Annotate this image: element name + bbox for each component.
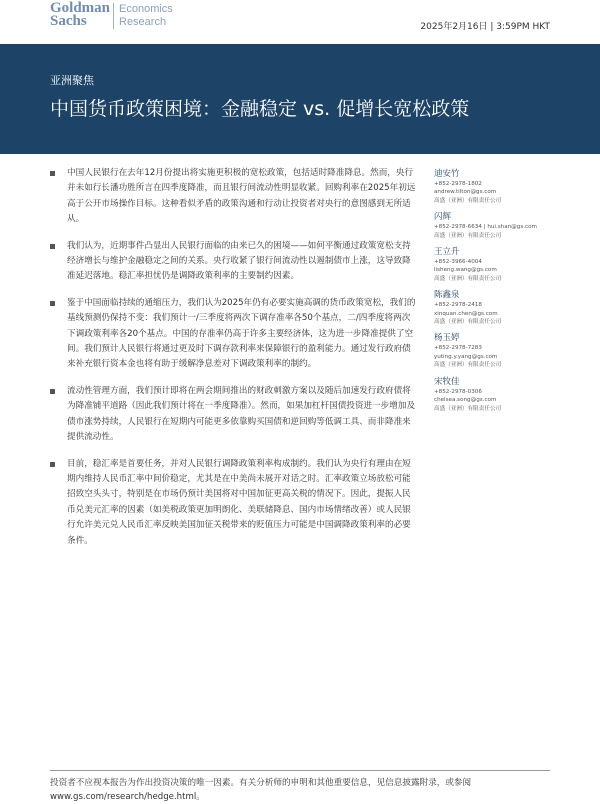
- author-email[interactable]: lisheng.wang@gs.com: [434, 267, 497, 274]
- author-phone: +852-2978-6634: [434, 224, 482, 231]
- bullet-paragraph: [50, 384, 418, 446]
- goldman-sachs-logo: [50, 2, 110, 28]
- footer-divider: [50, 770, 550, 771]
- author-name: 王立升: [434, 247, 460, 258]
- author-email[interactable]: chelsea.song@gs.com: [434, 397, 497, 404]
- bullet-paragraph: [50, 166, 418, 228]
- author-org: 高盛（亚洲）有限责任公司: [434, 319, 502, 326]
- bullet-text: 目前，稳汇率是首要任务，并对人民银行调降政策利率构成制约。我们认为央行有理由在短期内维持人民币汇率中间价稳定，尤其是在中美尚未展开对话之时。汇率政策立场放松可能招致空头头寸，特别是在市场仍预计美国将对中国加征更高关税的情况下。因此，提振人民币兑美元汇率的因素（如美税政策更加明朗化、美联储降息、国内市场情绪改善）或人民银行允许美元兑人民币汇率反映美国加征关税带来的贬值压力可能是中国调降政策利率的必要条件。: [67, 458, 411, 546]
- logo-line-1: Goldman: [50, 0, 111, 16]
- bullet-square-icon: [50, 244, 55, 249]
- author-name: 闪辉: [434, 212, 452, 223]
- author-name: 陈鑫泉: [434, 290, 460, 301]
- author-org: 高盛（亚洲）有限责任公司: [434, 197, 502, 204]
- author-phone: +852-2978-2418: [434, 302, 482, 309]
- author-email[interactable]: xinquan.chen@gs.com: [434, 310, 498, 317]
- bullet-square-icon: [50, 462, 55, 467]
- bullet-square-icon: [50, 171, 55, 176]
- author-contact: +852-2978-6634 | hui.shan@gs.com: [434, 224, 537, 231]
- logo-sub-line-2: Research: [119, 16, 167, 28]
- author-name: 迪安竹: [434, 169, 460, 179]
- logo-sub-line-1: Economics: [119, 3, 173, 15]
- bullet-text: 我们认为，近期事件凸显出人民银行面临的由来已久的困境——如何平衡通过政策宽松支持经济增长与维护金融稳定之间的关系。央行收紧了银行间流动性以遏制债市上涨，这导致降准延迟落地。稳汇率担忧仍是调降政策利率的主要制约因素。: [67, 240, 411, 282]
- report-title: 中国货币政策困境：金融稳定 vs. 促增长宽松政策: [50, 98, 470, 120]
- bullet-text: 中国人民银行在去年12月份提出将实施更积极的宽松政策，包括适时降准降息。然而，央行并未如行长潘功胜所言在四季度降准，而且银行间流动性明显收紧。回购利率在2025年初远高于公开市场操作目标。这种看似矛盾的政策沟通和行动让投资者对央行的意图感到无所适从。: [67, 168, 416, 225]
- author-card: [434, 332, 564, 369]
- report-body: [50, 166, 418, 560]
- footer-line-1: 投资者不应视本报告为作出投资决策的唯一因素。有关分析师的申明和其他重要信息，见信息披露附录，或参阅: [50, 778, 472, 788]
- author-card: [434, 376, 564, 413]
- author-card: [434, 246, 564, 283]
- bullet-square-icon: [50, 301, 55, 306]
- author-org: 高盛（亚洲）有限责任公司: [434, 232, 502, 239]
- author-name: 杨玉婷: [434, 333, 460, 344]
- author-email[interactable]: yuting.y.yang@gs.com: [434, 353, 498, 360]
- economics-research-label: [119, 3, 173, 29]
- footer-link[interactable]: www.gs.com/research/hedge.html。: [50, 792, 205, 802]
- bullet-text: 鉴于中国面临持续的通缩压力，我们认为2025年仍有必要实施高调的货币政策宽松，我们的基线预测仍保持不变：我们预计一/三季度将两次下调存准率各50个基点，二/四季度将两次下调政策利率各20个基点。中国的存准率仍高于许多主要经济体，这为进一步降准提供了空间。我们预计人民银行将通过更及时下调存款利率来保障银行的盈利能力。通过发行政府债来补充银行资本金也将有助于缓解净息差对下调政策利率的制约。: [67, 297, 416, 370]
- report-date: 2025年2月16日 | 3:59PM HKT: [420, 22, 550, 32]
- author-card: [434, 289, 564, 326]
- bullet-square-icon: [50, 389, 55, 394]
- logo-divider: [113, 3, 114, 29]
- author-sidebar: [434, 168, 564, 419]
- author-card: [434, 211, 564, 240]
- author-phone: +852-3966-4004: [434, 259, 482, 266]
- author-org: 高盛（亚洲）有限责任公司: [434, 362, 502, 369]
- author-name: 宋牧佳: [434, 376, 460, 387]
- author-org: 高盛（亚洲）有限责任公司: [434, 405, 502, 412]
- report-header: [0, 0, 600, 44]
- author-phone: +852-2978-7283: [434, 345, 482, 352]
- author-email[interactable]: andrew.tilton@gs.com: [434, 189, 497, 196]
- logo-line-2: Sachs: [50, 13, 87, 29]
- bullet-text: 流动性管理方面，我们预计即将在两会期间推出的财政刺激方案以及随后加速发行政府债将为降准铺平道路（因此我们预计将在一季度降准）。然而，如果加杠杆国债投资进一步增加及债市涨势持续，人民银行在短期内可能更多依靠购买国债和逆回购等低调工具、而非降准来提供流动性。: [67, 385, 416, 443]
- author-org: 高盛（亚洲）有限责任公司: [434, 275, 502, 282]
- author-phone: +852-2978-0306: [434, 388, 482, 395]
- author-phone: +852-2978-1802: [434, 181, 482, 187]
- author-email[interactable]: hui.shan@gs.com: [487, 224, 537, 231]
- bullet-paragraph: [50, 296, 418, 373]
- series-kicker: 亚洲聚焦: [50, 74, 94, 87]
- bullet-paragraph: [50, 457, 418, 549]
- bullet-paragraph: [50, 239, 418, 285]
- author-card: [434, 168, 564, 205]
